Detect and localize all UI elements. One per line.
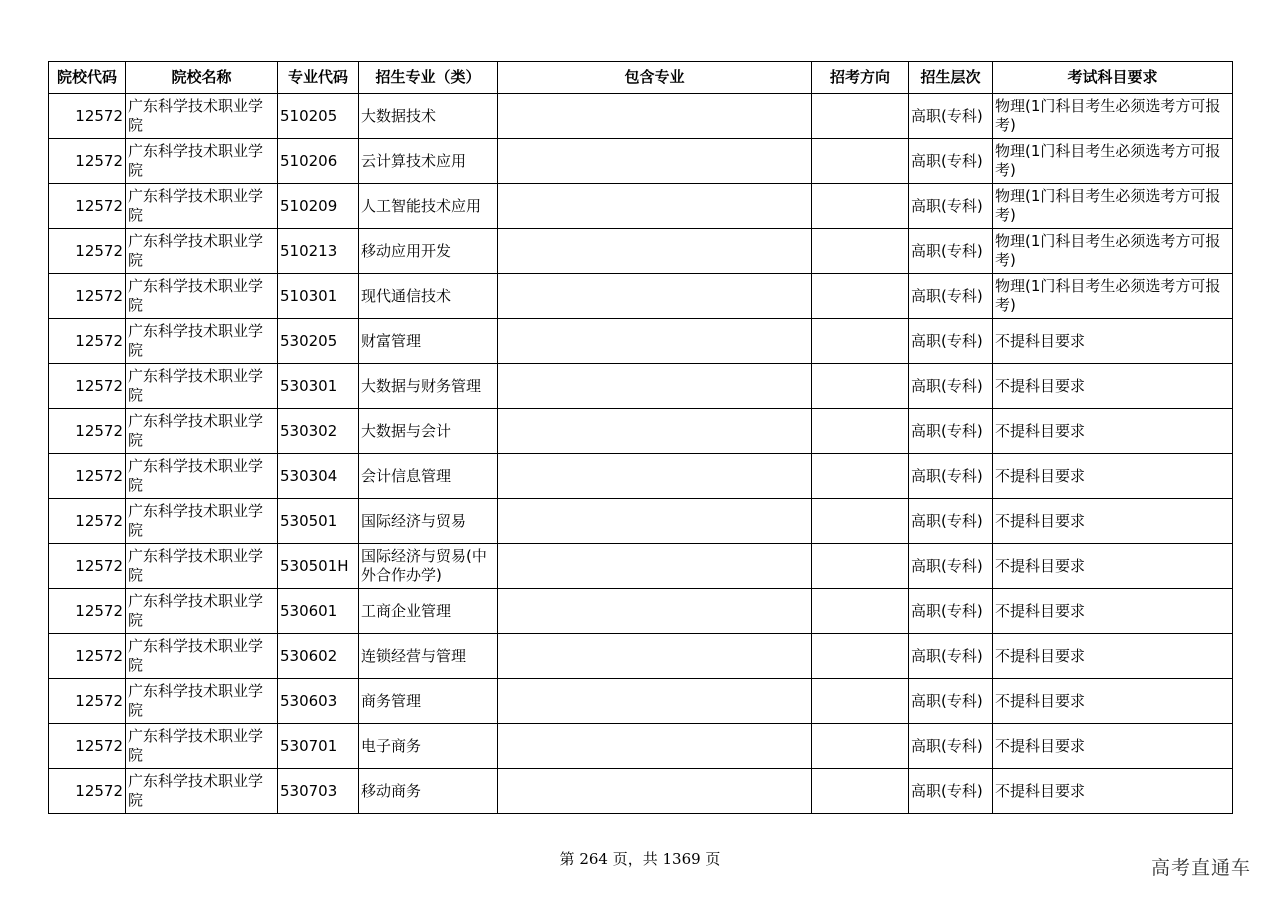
cell-included-majors <box>498 544 812 589</box>
cell-major: 大数据技术 <box>359 94 498 139</box>
cell-major-code: 530703 <box>278 769 359 814</box>
cell-included-majors <box>498 724 812 769</box>
table-row <box>49 454 1233 499</box>
cell-direction <box>812 769 909 814</box>
cell-level: 高职(专科) <box>909 769 993 814</box>
cell-school-name: 广东科学技术职业学院 <box>126 454 278 499</box>
table-row <box>49 274 1233 319</box>
header-school-code: 院校代码 <box>49 62 126 94</box>
table-row <box>49 184 1233 229</box>
cell-requirement: 不提科目要求 <box>993 364 1233 409</box>
table-row <box>49 499 1233 544</box>
cell-level: 高职(专科) <box>909 409 993 454</box>
header-school-name: 院校名称 <box>126 62 278 94</box>
cell-school-code: 12572 <box>49 319 126 364</box>
cell-school-code: 12572 <box>49 634 126 679</box>
cell-school-code: 12572 <box>49 769 126 814</box>
table-row <box>49 139 1233 184</box>
cell-direction <box>812 139 909 184</box>
cell-direction <box>812 679 909 724</box>
cell-school-name: 广东科学技术职业学院 <box>126 409 278 454</box>
cell-school-code: 12572 <box>49 139 126 184</box>
cell-major-code: 530601 <box>278 589 359 634</box>
cell-school-code: 12572 <box>49 229 126 274</box>
header-included-majors: 包含专业 <box>498 62 812 94</box>
cell-level: 高职(专科) <box>909 589 993 634</box>
cell-major: 大数据与会计 <box>359 409 498 454</box>
cell-level: 高职(专科) <box>909 229 993 274</box>
cell-school-name: 广东科学技术职业学院 <box>126 229 278 274</box>
cell-school-name: 广东科学技术职业学院 <box>126 769 278 814</box>
table-row <box>49 589 1233 634</box>
cell-school-code: 12572 <box>49 184 126 229</box>
cell-major: 商务管理 <box>359 679 498 724</box>
cell-included-majors <box>498 184 812 229</box>
cell-requirement: 不提科目要求 <box>993 499 1233 544</box>
cell-major: 云计算技术应用 <box>359 139 498 184</box>
cell-included-majors <box>498 274 812 319</box>
cell-direction <box>812 274 909 319</box>
page-number: 第 264 页，共 1369 页 <box>559 850 721 868</box>
cell-major: 国际经济与贸易(中外合作办学) <box>359 544 498 589</box>
cell-school-name: 广东科学技术职业学院 <box>126 634 278 679</box>
table-row <box>49 319 1233 364</box>
cell-included-majors <box>498 139 812 184</box>
table-row <box>49 769 1233 814</box>
cell-major-code: 530302 <box>278 409 359 454</box>
cell-direction <box>812 724 909 769</box>
cell-level: 高职(专科) <box>909 94 993 139</box>
cell-direction <box>812 544 909 589</box>
cell-direction <box>812 589 909 634</box>
cell-school-name: 广东科学技术职业学院 <box>126 94 278 139</box>
cell-requirement: 不提科目要求 <box>993 724 1233 769</box>
header-direction: 招考方向 <box>812 62 909 94</box>
cell-school-name: 广东科学技术职业学院 <box>126 679 278 724</box>
cell-included-majors <box>498 409 812 454</box>
table-row <box>49 679 1233 724</box>
cell-school-name: 广东科学技术职业学院 <box>126 589 278 634</box>
cell-major-code: 510301 <box>278 274 359 319</box>
header-requirement: 考试科目要求 <box>993 62 1233 94</box>
cell-direction <box>812 94 909 139</box>
cell-direction <box>812 364 909 409</box>
cell-major-code: 530205 <box>278 319 359 364</box>
cell-major-code: 510205 <box>278 94 359 139</box>
cell-level: 高职(专科) <box>909 319 993 364</box>
cell-major-code: 530304 <box>278 454 359 499</box>
cell-school-name: 广东科学技术职业学院 <box>126 724 278 769</box>
cell-school-name: 广东科学技术职业学院 <box>126 499 278 544</box>
cell-included-majors <box>498 94 812 139</box>
cell-level: 高职(专科) <box>909 274 993 319</box>
cell-major-code: 530501H <box>278 544 359 589</box>
cell-school-code: 12572 <box>49 94 126 139</box>
cell-major: 工商企业管理 <box>359 589 498 634</box>
cell-included-majors <box>498 454 812 499</box>
cell-school-name: 广东科学技术职业学院 <box>126 364 278 409</box>
cell-school-code: 12572 <box>49 274 126 319</box>
table-row <box>49 229 1233 274</box>
cell-major-code: 510206 <box>278 139 359 184</box>
cell-included-majors <box>498 229 812 274</box>
cell-requirement: 物理(1门科目考生必须选考方可报考) <box>993 139 1233 184</box>
cell-major-code: 530603 <box>278 679 359 724</box>
cell-major: 移动商务 <box>359 769 498 814</box>
cell-included-majors <box>498 364 812 409</box>
table-header-row <box>49 62 1233 94</box>
table-row <box>49 634 1233 679</box>
cell-level: 高职(专科) <box>909 544 993 589</box>
cell-major-code: 530701 <box>278 724 359 769</box>
cell-school-code: 12572 <box>49 544 126 589</box>
cell-requirement: 不提科目要求 <box>993 454 1233 499</box>
table-row <box>49 364 1233 409</box>
cell-included-majors <box>498 679 812 724</box>
cell-direction <box>812 229 909 274</box>
cell-requirement: 物理(1门科目考生必须选考方可报考) <box>993 184 1233 229</box>
cell-included-majors <box>498 589 812 634</box>
cell-included-majors <box>498 769 812 814</box>
cell-included-majors <box>498 319 812 364</box>
table-body <box>49 94 1233 814</box>
cell-included-majors <box>498 499 812 544</box>
cell-direction <box>812 499 909 544</box>
cell-requirement: 不提科目要求 <box>993 589 1233 634</box>
cell-school-name: 广东科学技术职业学院 <box>126 319 278 364</box>
cell-requirement: 物理(1门科目考生必须选考方可报考) <box>993 229 1233 274</box>
cell-school-code: 12572 <box>49 589 126 634</box>
cell-major-code: 530602 <box>278 634 359 679</box>
cell-requirement: 不提科目要求 <box>993 544 1233 589</box>
cell-major: 大数据与财务管理 <box>359 364 498 409</box>
cell-level: 高职(专科) <box>909 364 993 409</box>
cell-major: 电子商务 <box>359 724 498 769</box>
cell-major-code: 510213 <box>278 229 359 274</box>
header-major: 招生专业（类） <box>359 62 498 94</box>
cell-major: 财富管理 <box>359 319 498 364</box>
cell-level: 高职(专科) <box>909 184 993 229</box>
cell-requirement: 不提科目要求 <box>993 769 1233 814</box>
cell-school-name: 广东科学技术职业学院 <box>126 184 278 229</box>
cell-school-name: 广东科学技术职业学院 <box>126 274 278 319</box>
cell-level: 高职(专科) <box>909 724 993 769</box>
table-row <box>49 94 1233 139</box>
cell-requirement: 不提科目要求 <box>993 679 1233 724</box>
cell-requirement: 不提科目要求 <box>993 409 1233 454</box>
cell-direction <box>812 409 909 454</box>
header-level: 招生层次 <box>909 62 993 94</box>
cell-major: 会计信息管理 <box>359 454 498 499</box>
cell-major: 国际经济与贸易 <box>359 499 498 544</box>
cell-school-code: 12572 <box>49 679 126 724</box>
cell-direction <box>812 454 909 499</box>
cell-level: 高职(专科) <box>909 634 993 679</box>
admissions-table <box>48 61 1233 814</box>
table-row <box>49 724 1233 769</box>
cell-school-name: 广东科学技术职业学院 <box>126 139 278 184</box>
cell-major: 移动应用开发 <box>359 229 498 274</box>
cell-major: 人工智能技术应用 <box>359 184 498 229</box>
header-major-code: 专业代码 <box>278 62 359 94</box>
table-row <box>49 409 1233 454</box>
cell-level: 高职(专科) <box>909 454 993 499</box>
cell-school-name: 广东科学技术职业学院 <box>126 544 278 589</box>
cell-level: 高职(专科) <box>909 139 993 184</box>
watermark-text: 高考直通车 <box>1150 857 1251 879</box>
cell-school-code: 12572 <box>49 454 126 499</box>
cell-level: 高职(专科) <box>909 499 993 544</box>
cell-direction <box>812 184 909 229</box>
cell-school-code: 12572 <box>49 409 126 454</box>
cell-included-majors <box>498 634 812 679</box>
cell-direction <box>812 634 909 679</box>
cell-level: 高职(专科) <box>909 679 993 724</box>
cell-major-code: 530301 <box>278 364 359 409</box>
cell-requirement: 物理(1门科目考生必须选考方可报考) <box>993 274 1233 319</box>
cell-direction <box>812 319 909 364</box>
table-row <box>49 544 1233 589</box>
cell-requirement: 不提科目要求 <box>993 634 1233 679</box>
cell-school-code: 12572 <box>49 724 126 769</box>
cell-school-code: 12572 <box>49 499 126 544</box>
cell-major-code: 530501 <box>278 499 359 544</box>
cell-school-code: 12572 <box>49 364 126 409</box>
cell-requirement: 物理(1门科目考生必须选考方可报考) <box>993 94 1233 139</box>
cell-requirement: 不提科目要求 <box>993 319 1233 364</box>
cell-major: 连锁经营与管理 <box>359 634 498 679</box>
cell-major: 现代通信技术 <box>359 274 498 319</box>
cell-major-code: 510209 <box>278 184 359 229</box>
